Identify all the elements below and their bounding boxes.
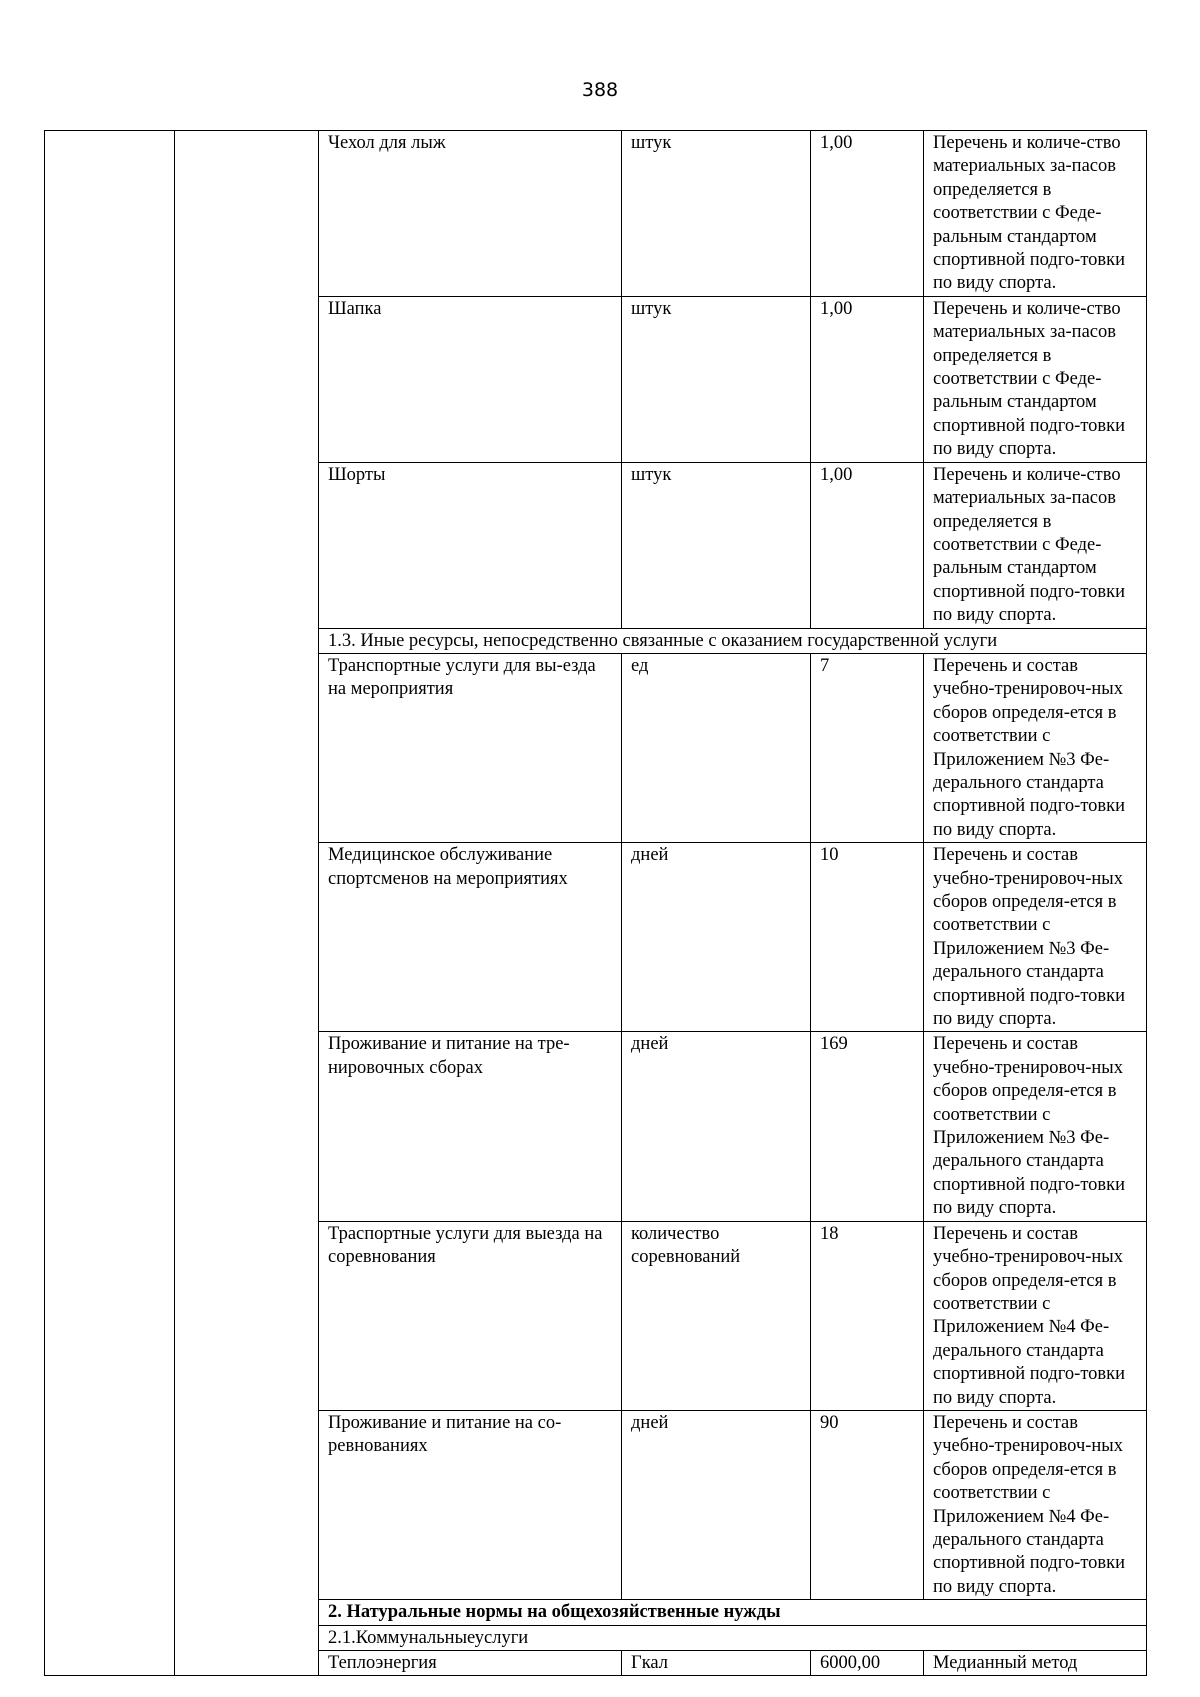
left-blank-column-1 bbox=[45, 131, 175, 1676]
unit-cell: Гкал bbox=[622, 1651, 811, 1676]
note-cell: Перечень и количе-ство материальных за-пасов определяется в соответствии с Феде-ральным стандартом спортивной подго-товки по виду спорта. bbox=[924, 462, 1147, 628]
resource-name-cell: Шапка bbox=[319, 296, 622, 462]
left-blank-column-2 bbox=[175, 131, 319, 1676]
unit-cell: дней bbox=[622, 1410, 811, 1599]
norms-table bbox=[44, 130, 1147, 1676]
note-cell: Перечень и состав учебно-тренировоч-ных сборов определя-ется в соответствии с Приложением №3 Фе-дерального стандарта спортивной подго-товки по виду спорта. bbox=[924, 843, 1147, 1032]
resource-name-cell: Теплоэнергия bbox=[319, 1651, 622, 1676]
value-cell: 1,00 bbox=[811, 131, 924, 297]
value-cell: 1,00 bbox=[811, 462, 924, 628]
unit-cell: штук bbox=[622, 131, 811, 297]
value-cell: 7 bbox=[811, 653, 924, 842]
resource-name-cell: Проживание и питание на со-ревнованиях bbox=[319, 1410, 622, 1599]
unit-cell: количество соревнований bbox=[622, 1221, 811, 1410]
note-cell: Перечень и состав учебно-тренировоч-ных сборов определя-ется в соответствии с Приложением №3 Фе-дерального стандарта спортивной подго-товки по виду спорта. bbox=[924, 1032, 1147, 1221]
note-cell: Перечень и состав учебно-тренировоч-ных сборов определя-ется в соответствии с Приложением №3 Фе-дерального стандарта спортивной подго-товки по виду спорта. bbox=[924, 653, 1147, 842]
value-cell: 6000,00 bbox=[811, 1651, 924, 1676]
resource-name-cell: Траспортные услуги для выезда на соревнования bbox=[319, 1221, 622, 1410]
unit-cell: дней bbox=[622, 1032, 811, 1221]
resource-name-cell: Транспортные услуги для вы-езда на мероприятия bbox=[319, 653, 622, 842]
value-cell: 169 bbox=[811, 1032, 924, 1221]
page-number: 388 bbox=[581, 79, 619, 101]
resource-name-cell: Чехол для лыж bbox=[319, 131, 622, 297]
value-cell: 10 bbox=[811, 843, 924, 1032]
section-heading-2: 2. Натуральные нормы на общехозяйственные нужды bbox=[319, 1600, 1147, 1625]
note-cell: Медианный метод bbox=[924, 1651, 1147, 1676]
resource-name-cell: Проживание и питание на тре-нировочных сборах bbox=[319, 1032, 622, 1221]
unit-cell: дней bbox=[622, 843, 811, 1032]
resource-name-cell: Медицинское обслуживание спортсменов на мероприятиях bbox=[319, 843, 622, 1032]
section-heading-2-1: 2.1.Коммунальныеуслуги bbox=[319, 1625, 1147, 1650]
resource-name-cell: Шорты bbox=[319, 462, 622, 628]
note-cell: Перечень и состав учебно-тренировоч-ных сборов определя-ется в соответствии с Приложением №4 Фе-дерального стандарта спортивной подго-товки по виду спорта. bbox=[924, 1221, 1147, 1410]
unit-cell: ед bbox=[622, 653, 811, 842]
note-cell: Перечень и количе-ство материальных за-пасов определяется в соответствии с Феде-ральным стандартом спортивной подго-товки по виду спорта. bbox=[924, 296, 1147, 462]
value-cell: 90 bbox=[811, 1410, 924, 1599]
section-heading-1-3: 1.3. Иные ресурсы, непосредственно связанные с оказанием государственной услуги bbox=[319, 628, 1147, 653]
value-cell: 1,00 bbox=[811, 296, 924, 462]
unit-cell: штук bbox=[622, 296, 811, 462]
table-row bbox=[45, 131, 1147, 297]
unit-cell: штук bbox=[622, 462, 811, 628]
note-cell: Перечень и состав учебно-тренировоч-ных сборов определя-ется в соответствии с Приложением №4 Фе-дерального стандарта спортивной подго-товки по виду спорта. bbox=[924, 1410, 1147, 1599]
note-cell: Перечень и количе-ство материальных за-пасов определяется в соответствии с Феде-ральным стандартом спортивной подго-товки по виду спорта. bbox=[924, 131, 1147, 297]
value-cell: 18 bbox=[811, 1221, 924, 1410]
